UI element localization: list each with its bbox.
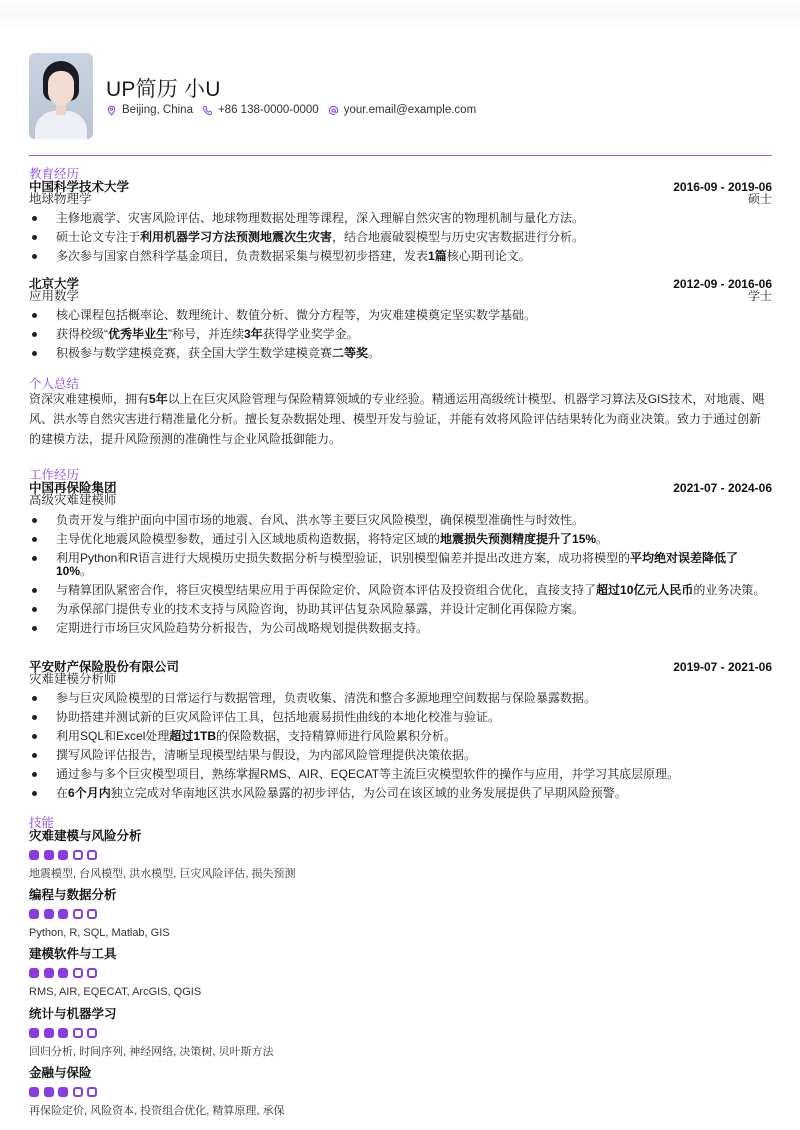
contact-location [106,104,193,116]
list-item: 利用Python和R语言进行大规模历史损失数据分析与模型验证，识别模型偏差并提出改进方案，成功将模型的平均绝对误差降低了10%。 [29,552,772,578]
education-bullets [29,212,772,269]
work-bullets [29,692,772,806]
list-item: 获得校级“优秀毕业生”称号，并连续3年获得学业奖学金。 [29,328,772,341]
major: 应用数学 [29,289,80,303]
skill-keywords: Python, R, SQL, Matlab, GIS [29,927,170,939]
school-name: 中国科学技术大学 [29,180,130,194]
phone-icon [202,105,213,116]
skill-level-rating [29,1028,772,1038]
skill-name: 灾难建模与风险分析 [29,829,142,843]
work-bullets [29,514,772,641]
candidate-name: UP简历 小U [106,78,221,101]
list-item: 为承保部门提供专业的技术支持与风险咨询，协助其评估复杂风险暴露，并设计定制化再保险方案。 [29,603,772,616]
rating-dot-filled [44,909,54,919]
skill-name: 统计与机器学习 [29,1007,117,1021]
rating-dot-filled [29,968,39,978]
email-text[interactable]: your.email@example.com [343,104,477,116]
rating-dot-filled [29,850,39,860]
rating-dot-filled [44,968,54,978]
contact-email[interactable] [328,104,476,116]
work-dates: 2021-07 - 2024-06 [673,481,772,495]
skill-level-rating [29,909,772,919]
skill-item [29,1066,772,1117]
job-title: 灾难建模分析师 [29,672,117,686]
list-item: 协助搭建并测试新的巨灾风险评估工具，包括地震易损性曲线的本地化校准与验证。 [29,711,772,724]
degree: 学士 [747,289,772,303]
skill-item [29,888,772,939]
section-title-skills: 技能 [29,816,55,830]
rating-dot-empty [73,909,83,919]
list-item: 通过参与多个巨灾模型项目，熟练掌握RMS、AIR、EQECAT等主流巨灾模型软件的操作与应用，并学习其底层原理。 [29,768,772,781]
skill-level-rating [29,850,772,860]
rating-dot-empty [87,968,97,978]
list-item: 核心课程包括概率论、数理统计、数值分析、微分方程等，为灾难建模奠定坚实数学基础。 [29,309,772,322]
section-title-work: 工作经历 [29,468,80,482]
list-item: 负责开发与维护面向中国市场的地震、台风、洪水等主要巨灾风险模型，确保模型准确性与时效性。 [29,514,772,527]
list-item: 多次参与国家自然科学基金项目，负责数据采集与模型初步搭建，发表1篇核心期刊论文。 [29,250,772,263]
section-title-summary: 个人总结 [29,377,80,391]
resume-header [29,53,772,139]
work-dates: 2019-07 - 2021-06 [673,660,772,674]
skill-item [29,1007,772,1058]
rating-dot-filled [29,909,39,919]
location-pin-icon [106,105,117,116]
rating-dot-filled [29,1028,39,1038]
rating-dot-empty [87,1087,97,1097]
skill-keywords: 回归分析, 时间序列, 神经网络, 决策树, 贝叶斯方法 [29,1046,274,1058]
list-item: 在6个月内独立完成对华南地区洪水风险暴露的初步评估，为公司在该区域的业务发展提供了早期风险预警。 [29,787,772,800]
list-item: 定期进行市场巨灾风险趋势分析报告，为公司战略规划提供数据支持。 [29,622,772,635]
list-item: 积极参与数学建模竞赛，获全国大学生数学建模竞赛二等奖。 [29,347,772,360]
list-item: 主导优化地震风险模型参数，通过引入区域地质构造数据，将特定区域的地震损失预测精度提升了15%。 [29,533,772,546]
rating-dot-filled [44,1087,54,1097]
at-sign-icon [328,105,339,116]
skill-name: 建模软件与工具 [29,947,117,961]
skill-item [29,829,772,880]
skill-level-rating [29,1087,772,1097]
skill-level-rating [29,968,772,978]
list-item: 撰写风险评估报告，清晰呈现模型结果与假设，为内部风险管理提供决策依据。 [29,749,772,762]
skill-keywords: 地震模型, 台风模型, 洪水模型, 巨灾风险评估, 损失预测 [29,868,296,880]
list-item: 与精算团队紧密合作，将巨灾模型结果应用于再保险定价、风险资本评估及投资组合优化，直接支持了超过10亿元人民币的业务决策。 [29,584,772,597]
skill-name: 金融与保险 [29,1066,92,1080]
list-item: 主修地震学、灾害风险评估、地球物理数据处理等课程，深入理解自然灾害的物理机制与量化方法。 [29,212,772,225]
rating-dot-filled [58,968,68,978]
rating-dot-filled [44,850,54,860]
company-name: 平安财产保险股份有限公司 [29,660,180,674]
education-bullets [29,309,772,366]
list-item: 硕士论文专注于利用机器学习方法预测地震次生灾害，结合地震破裂模型与历史灾害数据进行分析。 [29,231,772,244]
rating-dot-empty [73,850,83,860]
skill-item [29,947,772,998]
degree: 硕士 [747,192,772,206]
contact-info [106,104,485,116]
header-divider [29,155,772,156]
education-dates: 2016-09 - 2019-06 [673,180,772,194]
school-name: 北京大学 [29,277,80,291]
top-shadow [0,0,800,30]
skill-keywords: RMS, AIR, EQECAT, ArcGIS, QGIS [29,986,202,998]
profile-photo [29,53,93,139]
summary-text: 资深灾难建模师，拥有5年以上在巨灾风险管理与保险精算领域的专业经验。精通运用高级统计模型、机器学习算法及GIS技术，对地震、飓风、洪水等自然灾害进行精准量化分析。擅长复杂数据处理、模型开发与验证，并能有效将风险评估结果转化为商业决策。致力于通过创新的建模方法，提升风险预测的准确性与企业风险抵御能力。 [29,392,765,446]
rating-dot-filled [44,1028,54,1038]
skill-name: 编程与数据分析 [29,888,117,902]
rating-dot-filled [29,1087,39,1097]
rating-dot-empty [87,909,97,919]
rating-dot-filled [58,850,68,860]
education-dates: 2012-09 - 2016-06 [673,277,772,291]
phone-text: +86 138-0000-0000 [217,104,319,116]
section-title-education: 教育经历 [29,167,80,181]
list-item: 参与巨灾风险模型的日常运行与数据管理，负责收集、清洗和整合多源地理空间数据与保险暴露数据。 [29,692,772,705]
list-item: 利用SQL和Excel处理超过1TB的保险数据，支持精算师进行风险累积分析。 [29,730,772,743]
rating-dot-filled [58,909,68,919]
skill-keywords: 再保险定价, 风险资本, 投资组合优化, 精算原理, 承保 [29,1105,285,1117]
contact-phone [202,104,319,116]
job-title: 高级灾难建模师 [29,493,117,507]
company-name: 中国再保险集团 [29,481,117,495]
location-text: Beijing, China [122,104,193,116]
rating-dot-filled [58,1087,68,1097]
rating-dot-filled [58,1028,68,1038]
rating-dot-empty [73,968,83,978]
rating-dot-empty [73,1087,83,1097]
major: 地球物理学 [29,192,92,206]
rating-dot-empty [73,1028,83,1038]
rating-dot-empty [87,850,97,860]
rating-dot-empty [87,1028,97,1038]
